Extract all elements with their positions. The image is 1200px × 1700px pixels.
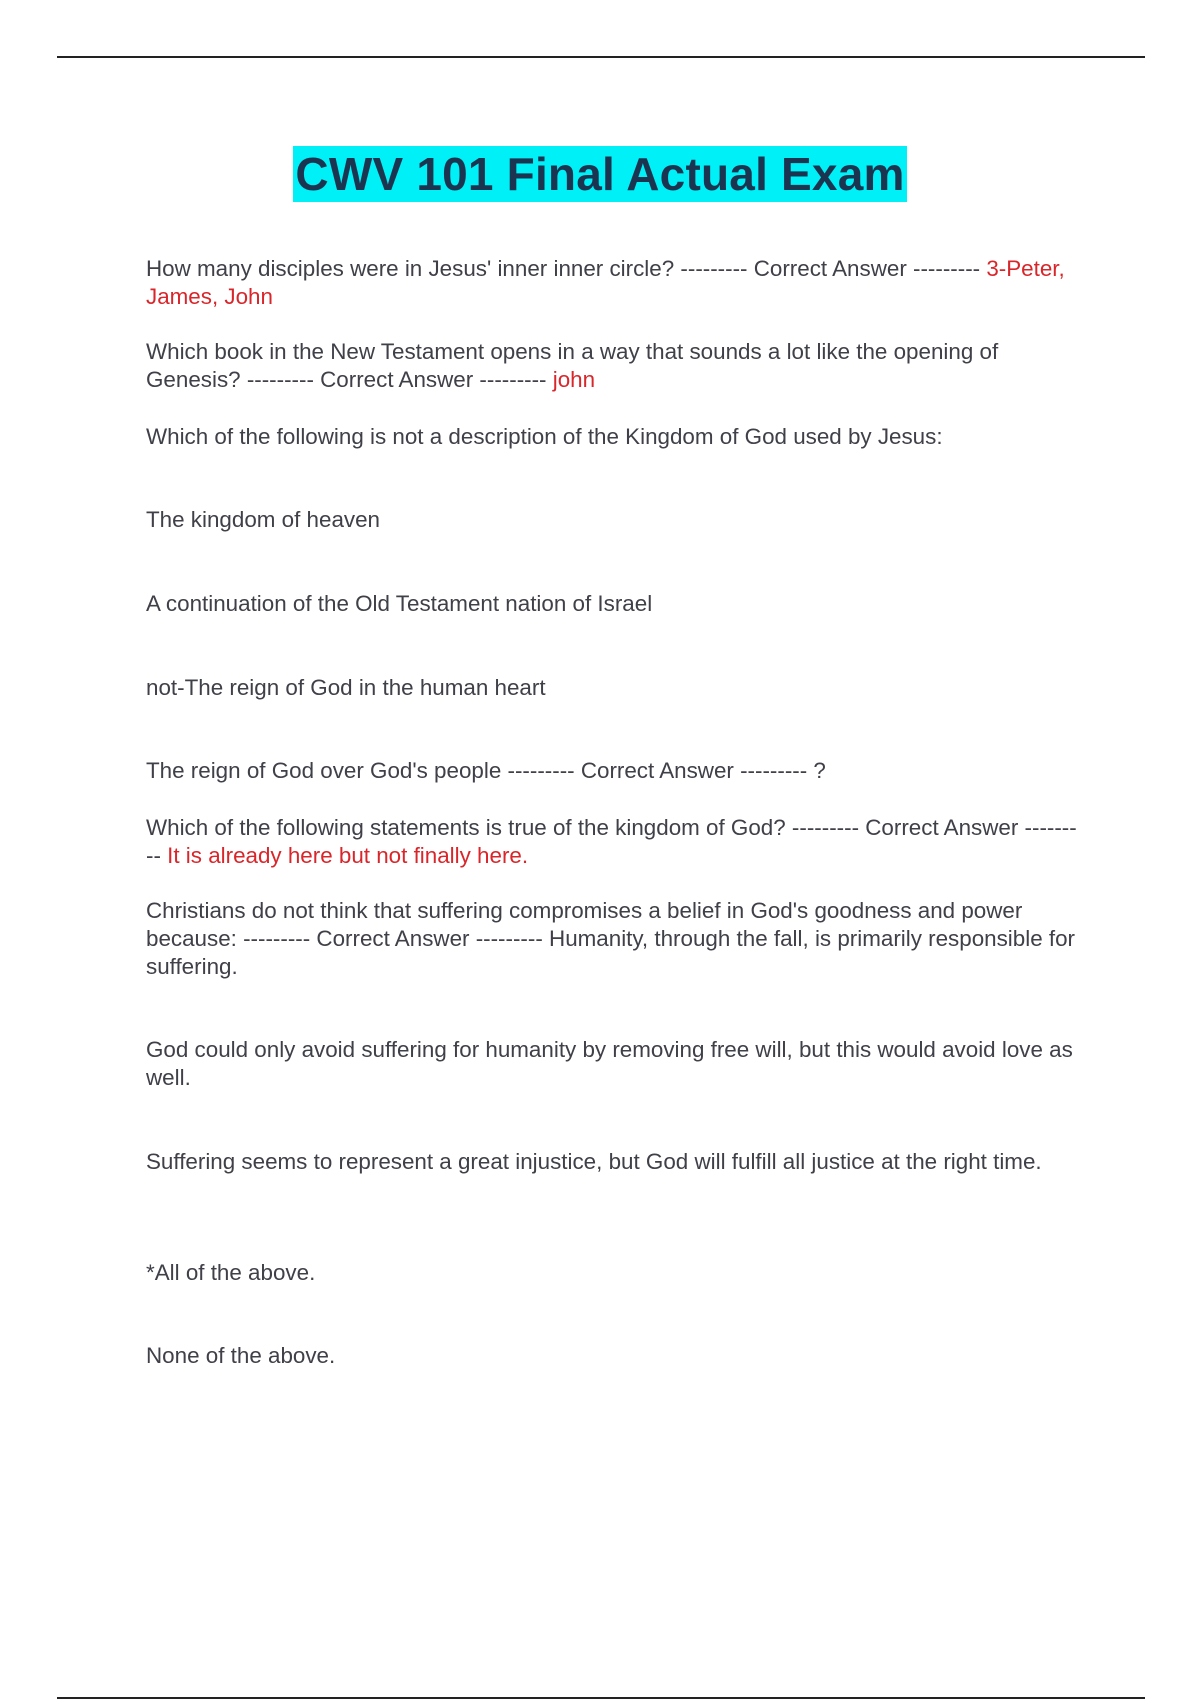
title-container — [0, 146, 1200, 202]
option-paragraph: Suffering seems to represent a great injustice, but God will fulfill all justice at the right time. — [146, 1149, 1042, 1174]
question-text: Which of the following statements is true of the kingdom of God? --------- Correct Answer --------- — [146, 815, 1077, 868]
question-text: How many disciples were in Jesus' inner inner circle? --------- Correct Answer --------- — [146, 256, 987, 281]
option-paragraph: *All of the above. — [146, 1260, 316, 1285]
correct-answer: It is already here but not finally here. — [167, 843, 529, 868]
option-paragraph: The kingdom of heaven — [146, 507, 381, 532]
qa-item-4: Christians do not think that suffering compromises a belief in God's goodness and power because: --------- Correct Answer --------- Humanity, through the fall, is primarily responsible for suffering. — [146, 898, 1076, 979]
correct-answer: 3-Peter, James, John — [146, 256, 1065, 309]
option-paragraph: God could only avoid suffering for humanity by removing free will, but this would avoid love as well. — [146, 1037, 1073, 1090]
question-text: Which book in the New Testament opens in a way that sounds a lot like the opening of Genesis? --------- Correct Answer --------- — [146, 339, 999, 392]
top-rule — [57, 56, 1145, 58]
bottom-rule — [57, 1697, 1145, 1699]
question-paragraph: Which of the following is not a description of the Kingdom of God used by Jesus: — [146, 424, 943, 449]
option-paragraph: The reign of God over God's people --------- Correct Answer --------- ? — [146, 758, 826, 783]
qa-item-2 — [146, 338, 1081, 394]
page-title: CWV 101 Final Actual Exam — [295, 148, 905, 200]
option-paragraph: A continuation of the Old Testament nation of Israel — [146, 591, 653, 616]
qa-item-3 — [146, 814, 1081, 870]
option-paragraph: not-The reign of God in the human heart — [146, 675, 546, 700]
qa-item-1 — [146, 255, 1081, 311]
option-paragraph: None of the above. — [146, 1343, 336, 1368]
correct-answer: john — [552, 367, 596, 392]
